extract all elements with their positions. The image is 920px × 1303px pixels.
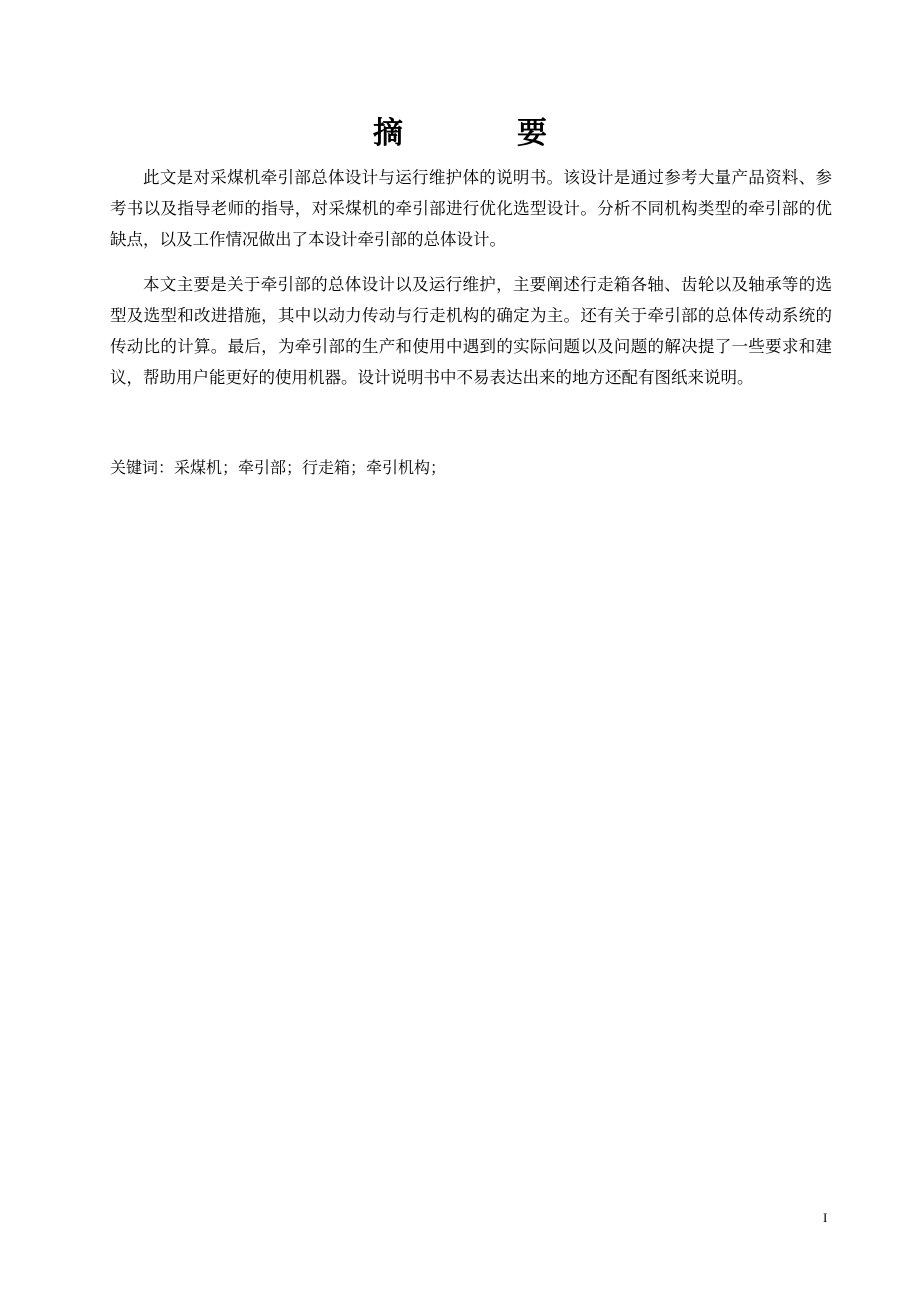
keywords-line: 关键词：采煤机；牵引部；行走箱；牵引机构； bbox=[110, 458, 447, 477]
abstract-body-1 bbox=[110, 162, 832, 255]
abstract-paragraph: 本文主要是关于牵引部的总体设计以及运行维护，主要阐述行走箱各轴、齿轮以及轴承等的选型及选型和改进措施，其中以动力传动与行走机构的确定为主。还有关于牵引部的总体传动系统的传动比的计算。最后，为牵引部的生产和使用中遇到的实际问题以及问题的解决提了一些要求和建议，帮助用户能更好的使用机器。设计说明书中不易表达出来的地方还配有图纸来说明。 bbox=[110, 275, 832, 387]
abstract-body-2 bbox=[110, 269, 832, 393]
abstract-paragraph: 此文是对采煤机牵引部总体设计与运行维护体的说明书。该设计是通过参考大量产品资料、参考书以及指导老师的指导，对采煤机的牵引部进行优化选型设计。分析不同机构类型的牵引部的优缺点，以及工作情况做出了本设计牵引部的总体设计。 bbox=[110, 168, 832, 249]
page-title: 摘 要 bbox=[373, 116, 589, 151]
page-number: I bbox=[823, 1210, 828, 1225]
